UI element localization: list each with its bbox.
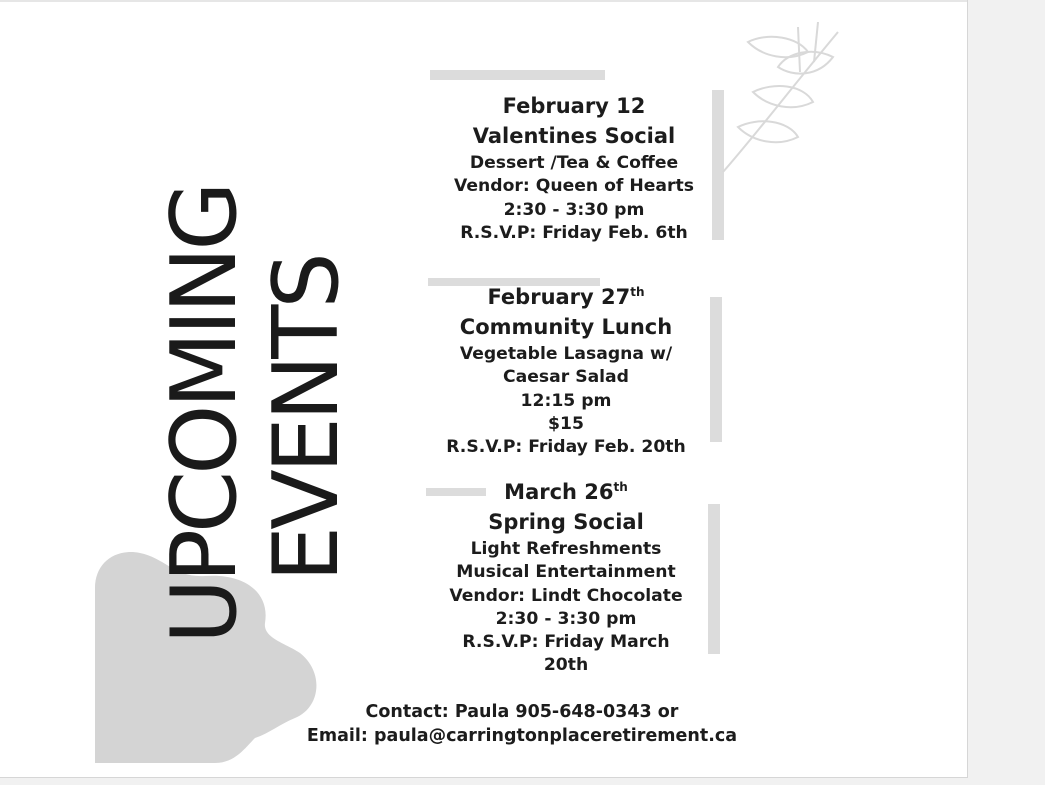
event-time: 2:30 - 3:30 pm: [495, 608, 637, 629]
event-time: 2:30 - 3:30 pm: [503, 199, 645, 220]
event-date: March 26th: [504, 480, 628, 504]
contact-block: [262, 700, 782, 748]
event-valentines-social: [428, 92, 720, 245]
event-name: Spring Social: [488, 510, 644, 534]
event-community-lunch: [420, 283, 712, 459]
event-detail: Musical Entertainment: [456, 562, 676, 583]
event-date: February 12: [502, 94, 646, 118]
event-detail: Vendor: Queen of Hearts: [454, 176, 694, 197]
event-rsvp-cont: 20th: [543, 655, 589, 676]
event-detail: Vegetable Lasagna w/: [459, 344, 673, 364]
event-date: February 27th: [487, 285, 645, 309]
event-name: Valentines Social: [472, 124, 676, 148]
event-detail: Caesar Salad: [503, 367, 629, 388]
event-spring-social: [420, 478, 712, 678]
event-rsvp: R.S.V.P: Friday Feb. 6th: [460, 222, 688, 243]
event-time: 12:15 pm: [520, 390, 612, 411]
decor-bar: [430, 70, 605, 80]
contact-phone: Contact: Paula 905-648-0343 or: [365, 702, 679, 722]
title-upcoming: UPCOMING: [152, 185, 257, 645]
viewer-background: [975, 0, 989, 785]
page-edge: [0, 0, 967, 2]
event-rsvp: R.S.V.P: Friday Feb. 20th: [446, 437, 686, 458]
event-detail: Vendor: Lindt Chocolate: [449, 585, 683, 606]
event-detail: Dessert /Tea & Coffee: [469, 153, 679, 173]
leaf-branch-outline-icon: [718, 22, 843, 177]
event-rsvp: R.S.V.P: Friday March: [462, 632, 670, 653]
event-detail: Light Refreshments: [470, 539, 662, 559]
event-price: $15: [548, 413, 584, 434]
title-events: EVENTS: [254, 256, 359, 582]
event-name: Community Lunch: [459, 315, 673, 339]
contact-email: Email: paula@carringtonplaceretirement.ca: [306, 726, 738, 746]
